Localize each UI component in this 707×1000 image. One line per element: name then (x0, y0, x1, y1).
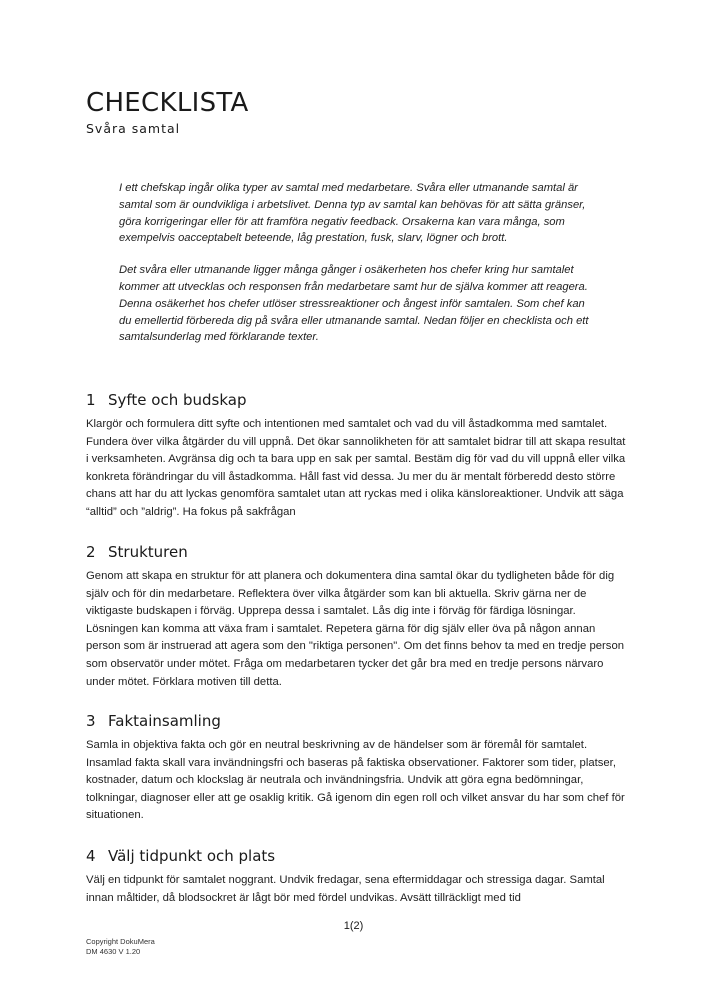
section-heading-text: Faktainsamling (108, 712, 221, 730)
section-number: 4 (86, 847, 96, 865)
intro-paragraph: I ett chefskap ingår olika typer av samtal med medarbetare. Svåra eller utmanande samtal är samtal som är oundvikliga i arbetslivet. Denna typ av samtal kan behövas för att sätta gränser, göra korrigeringar eller för att framföra negativ feedback. Orsakerna kan vara många, som exempelvis oacceptabelt beteende, låg prestation, fusk, slarv, lögner och brott. (119, 182, 586, 245)
section-heading (86, 847, 626, 865)
section-heading (86, 543, 626, 561)
footer-copyright: Copyright DokuMera (86, 937, 155, 946)
page-footer (86, 937, 155, 957)
section-heading-text: Syfte och budskap (108, 391, 247, 409)
intro-block (119, 180, 589, 361)
page-number: 1(2) (343, 920, 364, 932)
section-number: 2 (86, 543, 96, 561)
section-body: Klargör och formulera ditt syfte och intentionen med samtalet och vad du vill åstadkomma med samtalet. Fundera över vilka åtgärder du vill uppnå. Det ökar sannolikheten för att samtalet bidrar till att skapa resultat i verksamheten. Avgränsa dig och ta bara upp en sak per samtal. Bestäm dig för vad du vill uppnå eller vilka konkreta förändringar du vill åstadkomma. Håll fast vid dessa. Ju mer du är mentalt förberedd desto större chans att har du att lyckas genomföra samtalet utan att ryckas med i olika känsloreaktioner. Undvik att säga “alltid” och ”aldrig”. Ha fokus på sakfrågan (86, 418, 626, 518)
section-syfte-och-budskap (86, 391, 626, 522)
document-subtitle: Svåra samtal (86, 121, 181, 136)
section-number: 3 (86, 712, 96, 730)
section-body: Samla in objektiva fakta och gör en neutral beskrivning av de händelser som är föremål för samtalet. Insamlad fakta skall vara invändningsfri och baseras på faktiska observationer. Faktorer som tider, platser, kostnader, datum och klockslag är neutrala och invändningsfria. Undvik att göra egna bedömningar, tolkningar, diagnoser eller att ge osaklig kritik. Gå igenom din egen roll och vilket ansvar du har som chef för situationen. (86, 739, 625, 822)
footer-document-id: DM 4630 V 1.20 (86, 947, 141, 956)
section-heading (86, 712, 626, 730)
section-body: Välj en tidpunkt för samtalet noggrant. Undvik fredagar, sena eftermiddagar och stressiga dagar. Samtal innan måltider, då blodsockret är lågt bör med fördel undvikas. Avsätt tillräckligt med tid (86, 874, 605, 904)
intro-paragraph: Det svåra eller utmanande ligger många gånger i osäkerheten hos chefer kring hur samtalet kommer att utvecklas och responsen från medarbetare samt hur de själva kommer att reagera. Denna osäkerhet hos chefer utlöser stressreaktioner och ångest inför samtalen. Som chef kan du emellertid förbereda dig på svåra eller utmanande samtal. Nedan följer en checklista och ett samtalsunderlag med förklarande texter. (119, 264, 589, 344)
section-valj-tidpunkt-och-plats (86, 847, 626, 907)
section-body: Genom att skapa en struktur för att planera och dokumentera dina samtal ökar du tydligheten både för dig själv och för din medarbetare. Reflektera över vilka åtgärder som kan bli aktuella. Skriv gärna ner de viktigaste budskapen i förväg. Upprepa dessa i samtalet. Lås dig inte i förväg för färdiga lösningar. Lösningen kan komma att växa fram i samtalet. Repetera gärna för dig själv eller öva på någon annan person som är instruerad att agera som den "riktiga personen". Om det finns behov ta med en tredje person som observatör under mötet. Fråga om medarbetaren tycker det går bra med en tredje persons närvaro under mötet. Förklara motiven till detta. (86, 570, 625, 688)
document-title: CHECKLISTA (86, 88, 249, 118)
section-faktainsamling (86, 712, 626, 825)
section-number: 1 (86, 391, 96, 409)
section-strukturen (86, 543, 626, 691)
section-heading (86, 391, 626, 409)
section-heading-text: Strukturen (108, 543, 188, 561)
section-heading-text: Välj tidpunkt och plats (108, 847, 276, 865)
